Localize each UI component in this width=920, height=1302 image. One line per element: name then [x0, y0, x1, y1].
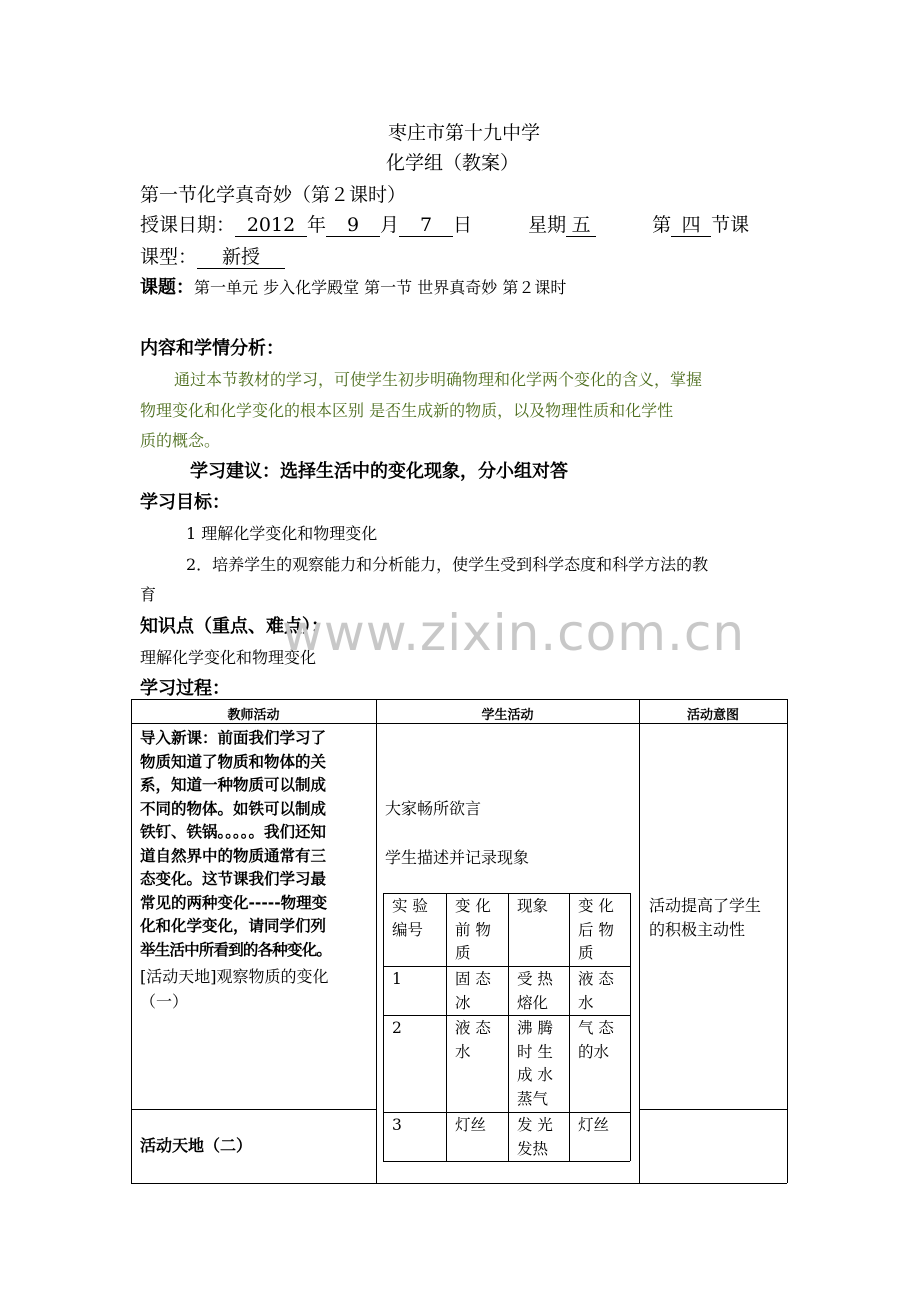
- knowledge-heading: 知识点（重点、难点）：: [140, 616, 329, 637]
- obs-row-1-id: 1: [392, 970, 402, 988]
- weekday-value: 五: [566, 214, 596, 237]
- teacher-line: 举生活中所看到的各种变化。: [140, 940, 332, 959]
- teacher-line: 不同的物体。如铁可以制成: [140, 799, 327, 818]
- obs-header-before: 变 化 前 物 质: [455, 897, 491, 962]
- year-value: 2012: [235, 214, 307, 237]
- period-value: 四: [671, 214, 711, 237]
- obs-header-id: 实 验 编号: [392, 897, 428, 939]
- period-prefix: 第: [652, 214, 672, 236]
- activity-2: 活动天地（二）: [140, 1136, 253, 1155]
- obs-row-2-after: 气 态 的水: [578, 1019, 614, 1061]
- goal-item-2-line-2: 育: [140, 585, 157, 604]
- day-unit: 日: [453, 214, 473, 236]
- watermark: www.zixin.com.cn: [282, 604, 746, 662]
- goal-item-1: 1 理解化学变化和物理变化: [186, 524, 378, 543]
- analysis-line-3: 质的概念。: [140, 431, 221, 450]
- col-header-student: 学生活动: [481, 708, 534, 723]
- intent-line-2: 的积极主动性: [649, 920, 746, 939]
- teacher-line: 导入新课：前面我们学习了: [140, 729, 327, 747]
- teacher-activity-text: [140, 727, 331, 962]
- activity-1-line-1: [活动天地]观察物质的变化: [140, 967, 329, 986]
- obs-header-after: 变 化 后 物 质: [578, 897, 614, 962]
- analysis-line-2: 物理变化和化学变化的根本区别 是否生成新的物质，以及物理性质和化学性: [140, 401, 674, 420]
- goal-item-2-line-1: 2．培养学生的观察能力和分析能力，使学生受到科学态度和科学方法的教: [186, 555, 709, 574]
- teacher-line: 态变化。这节课我们学习最: [140, 870, 327, 888]
- obs-row-1-phenomenon: 受 热 熔化: [517, 970, 553, 1012]
- teacher-line: 铁钉、铁锅。。。。。我们还知: [140, 823, 327, 841]
- process-heading: 学习过程：: [140, 678, 230, 699]
- lesson-title: 第一节化学真奇妙（第２课时）: [140, 184, 407, 206]
- obs-row-3-id: 3: [392, 1116, 402, 1134]
- obs-header-phenomenon: 现象: [517, 897, 549, 915]
- teacher-line: 化和化学变化，请同学们列: [140, 917, 327, 935]
- weekday-label: 星期: [528, 214, 567, 236]
- type-label: 课型：: [140, 246, 198, 268]
- student-line-1: 大家畅所欲言: [385, 799, 482, 818]
- month-unit: 月: [380, 214, 400, 236]
- type-value: 新授: [197, 246, 285, 269]
- day-value: 7: [399, 214, 453, 237]
- analysis-heading: 内容和学情分析：: [140, 338, 284, 359]
- year-unit: 年: [307, 214, 327, 236]
- obs-row-2-id: 2: [392, 1019, 402, 1037]
- teacher-line: 常见的两种变化-----物理变: [140, 893, 328, 912]
- activity-1-line-2: （一）: [140, 992, 189, 1011]
- period-suffix: 节课: [711, 214, 750, 236]
- obs-row-3-before: 灯丝: [455, 1116, 487, 1134]
- group-title: 化学组（教案）: [386, 152, 520, 174]
- teacher-line: 道自然界中的物质通常有三: [140, 846, 327, 865]
- student-line-2: 学生描述并记录现象: [385, 848, 530, 867]
- month-value: 9: [326, 214, 380, 237]
- teacher-line: 物质知道了物质和物体的关: [140, 752, 327, 771]
- date-label: 授课日期：: [140, 214, 236, 236]
- teacher-line: 系，知道一种物质可以制成: [140, 776, 327, 794]
- intent-line-1: 活动提高了学生: [649, 896, 762, 915]
- knowledge-value: 理解化学变化和物理变化: [140, 648, 317, 667]
- obs-row-3-after: 灯丝: [578, 1116, 610, 1134]
- obs-row-2-before: 液 态 水: [455, 1019, 491, 1061]
- goals-heading: 学习目标：: [140, 492, 230, 513]
- obs-row-1-before: 固 态 冰: [455, 970, 491, 1012]
- obs-row-3-phenomenon: 发 光 发热: [517, 1116, 553, 1158]
- topic-value: 第一单元 步入化学殿堂 第一节 世界真奇妙 第２课时: [194, 278, 567, 297]
- study-suggestion: 学习建议：选择生活中的变化现象，分小组对答: [190, 461, 568, 482]
- obs-row-1-after: 液 态 水: [578, 970, 614, 1012]
- col-header-teacher: 教师活动: [227, 708, 280, 723]
- analysis-line-1: 通过本节教材的学习，可使学生初步明确物理和化学两个变化的含义，掌握: [174, 370, 703, 389]
- school-title: 枣庄市第十九中学: [388, 122, 541, 144]
- col-header-intent: 活动意图: [686, 708, 739, 723]
- topic-label: 课题：: [140, 277, 194, 298]
- obs-row-2-phenomenon: 沸 腾 时 生 成 水 蒸气: [517, 1019, 553, 1108]
